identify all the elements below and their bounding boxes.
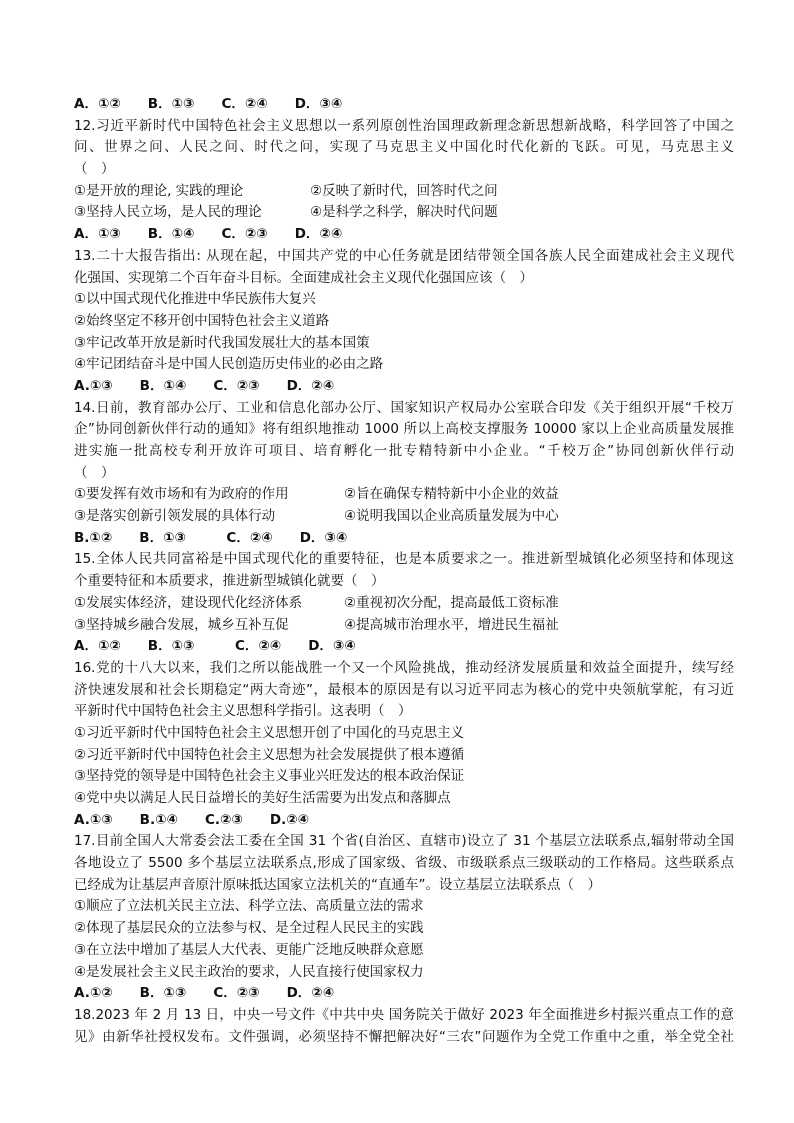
q18-stem-line: 18.2023 年 2 月 13 日，中央一号文件《中共中央 国务院关于做好 2023 年全面推进乡村振兴重点工作的意 <box>74 1006 734 1023</box>
q14-stem-line: 进实施一批高校专利开放许可项目、培育孵化一批专精特新中小企业。“千校万企”协同创新伙伴行动 <box>74 443 734 459</box>
q17-answer-choices: A.①② B．①③ C．②③ D．②④ <box>74 985 335 1002</box>
question-15 <box>74 549 734 657</box>
question-16 <box>74 658 734 832</box>
q16-stem-line: 济快速发展和社会长期稳定“两大奇迹”，最根本的原因是有以习近平同志为核心的党中央领航掌舵，有习近 <box>74 681 734 698</box>
q15-option-2: ②重视初次分配，提高最低工资标准 <box>344 594 559 611</box>
q16-stem-line: 16.党的十八大以来，我们之所以能战胜一个又一个风险挑战，推动经济发展质量和效益全面提升，续写经 <box>74 659 734 676</box>
question-18 <box>74 1005 734 1048</box>
q14-option-row <box>74 506 734 528</box>
q17-option-3: ③在立法中增加了基层人大代表、更能广泛地反映群众意愿 <box>74 941 424 958</box>
q17-stem-line: 各地设立了 5500 多个基层立法联系点,形成了国家级、省级、市级联系点三级联动的工作格局。这些联系点 <box>74 855 734 872</box>
q14-option-2: ②旨在确保专精特新中小企业的效益 <box>344 486 559 503</box>
q12-option-3: ③坚持人民立场，是人民的理论 <box>74 204 262 221</box>
q12-answer-choices: A．①③ B．①④ C．②③ D．②④ <box>74 226 343 243</box>
question-12 <box>74 116 734 246</box>
q15-option-1: ①发展实体经济，建设现代化经济体系 <box>74 594 303 611</box>
q12-option-2: ②反映了新时代，回答时代之问 <box>310 182 498 199</box>
q13-option-3: ③牢记改革开放是新时代我国发展壮大的基本国策 <box>74 334 370 351</box>
q15-option-row <box>74 593 734 615</box>
question-14 <box>74 398 734 550</box>
q15-stem-line: 15.全体人民共同富裕是中国式现代化的重要特征，也是本质要求之一。推进新型城镇化必须坚持和体现这 <box>74 551 734 568</box>
q11-answer-choices: A．①② B．①③ C．②④ D．③④ <box>74 96 343 112</box>
q12-option-row <box>74 202 734 224</box>
q15-option-row <box>74 615 734 637</box>
q15-stem-line: 个重要特征和本质要求，推进新型城镇化就要（ ） <box>74 573 385 590</box>
q14-option-1: ①要发挥有效市场和有为政府的作用 <box>74 486 289 503</box>
q16-answer-choices: A.①③ B.①④ C.②③ D.②④ <box>74 811 310 828</box>
q14-option-row <box>74 484 734 506</box>
q12-option-1: ①是开放的理论, 实践的理论 <box>74 182 244 199</box>
q16-option-2: ②习近平新时代中国特色社会主义思想为社会发展提供了根本遵循 <box>74 746 465 763</box>
q16-option-3: ③坚持党的领导是中国特色社会主义事业兴旺发达的根本政治保证 <box>74 768 465 785</box>
q14-option-3: ③是落实创新引领发展的具体行动 <box>74 508 276 525</box>
exam-page <box>74 94 734 1048</box>
q12-option-4: ④是科学之科学，解决时代问题 <box>310 204 498 221</box>
q14-answer-choices: B.①② B．①③ C．②④ D．③④ <box>74 529 348 546</box>
q13-option-4: ④牢记团结奋斗是中国人民创造历史伟业的必由之路 <box>74 356 384 373</box>
q14-stem-line: （ ） <box>74 464 115 481</box>
q14-option-4: ④说明我国以企业高质量发展为中心 <box>344 508 559 525</box>
q16-stem-line: 平新时代中国特色社会主义思想科学指引。这表明（ ） <box>74 703 412 720</box>
q13-stem-line: 化强国、实现第二个百年奋斗目标。全面建成社会主义现代化强国应该（ ） <box>74 269 533 286</box>
question-17 <box>74 831 734 1005</box>
q17-option-2: ②体现了基层民众的立法参与权、是全过程人民民主的实践 <box>74 920 424 937</box>
q12-stem-line: （ ） <box>74 161 115 178</box>
q17-stem-line: 已经成为让基层声音原汁原味抵达国家立法机关的“直通车”。设立基层立法联系点（ ） <box>74 876 601 893</box>
q12-stem-line: 12.习近平新时代中国特色社会主义思想以一系列原创性治国理政新理念新思想新战略，科学回答了中国之 <box>74 117 734 134</box>
q14-stem-line: 14.日前，教育部办公厅、工业和信息化部办公厅、国家知识产权局办公室联合印发《关于组织开展“千校万 <box>74 399 734 416</box>
q13-answer-choices: A.①③ B．①④ C．②③ D．②④ <box>74 377 335 394</box>
q13-stem-line: 13.二十大报告指出: 从现在起，中国共产党的中心任务就是团结带领全国各族人民全面建成社会主义现代 <box>74 247 734 264</box>
q14-stem-line: 企”协同创新伙伴行动的通知》将有组织地推动 1000 所以上高校支撑服务 10000 家以上企业高质量发展推 <box>74 421 734 438</box>
q17-option-1: ①顺应了立法机关民主立法、科学立法、高质量立法的需求 <box>74 898 424 915</box>
q13-option-1: ①以中国式现代化推进中华民族伟大复兴 <box>74 291 316 308</box>
q15-option-4: ④提高城市治理水平，增进民生福祉 <box>344 616 559 633</box>
q18-stem-line: 见》由新华社授权发布。文件强调，必须坚持不懈把解决好“三农”问题作为全党工作重中之重，举全党全社 <box>74 1028 734 1045</box>
q16-option-4: ④党中央以满足人民日益增长的美好生活需要为出发点和落脚点 <box>74 790 451 806</box>
q17-stem-line: 17.目前全国人大常委会法工委在全国 31 个省(自治区、直辖市)设立了 31 个基层立法联系点,辐射带动全国 <box>74 833 734 850</box>
q13-option-2: ②始终坚定不移开创中国特色社会主义道路 <box>74 312 330 329</box>
question-13 <box>74 246 734 398</box>
q15-option-3: ③坚持城乡融合发展，城乡互补互促 <box>74 616 289 633</box>
q15-answer-choices: A．①② B．①③ C．②④ D．③④ <box>74 638 356 655</box>
q12-stem-line: 问、世界之问、人民之问、时代之问，实现了马克思主义中国化时代化新的飞跃。可见，马克思主义 <box>74 139 734 156</box>
q17-option-4: ④是发展社会主义民主政治的要求，人民直接行使国家权力 <box>74 963 424 980</box>
q12-option-row <box>74 181 734 203</box>
q16-option-1: ①习近平新时代中国特色社会主义思想开创了中国化的马克思主义 <box>74 724 465 741</box>
